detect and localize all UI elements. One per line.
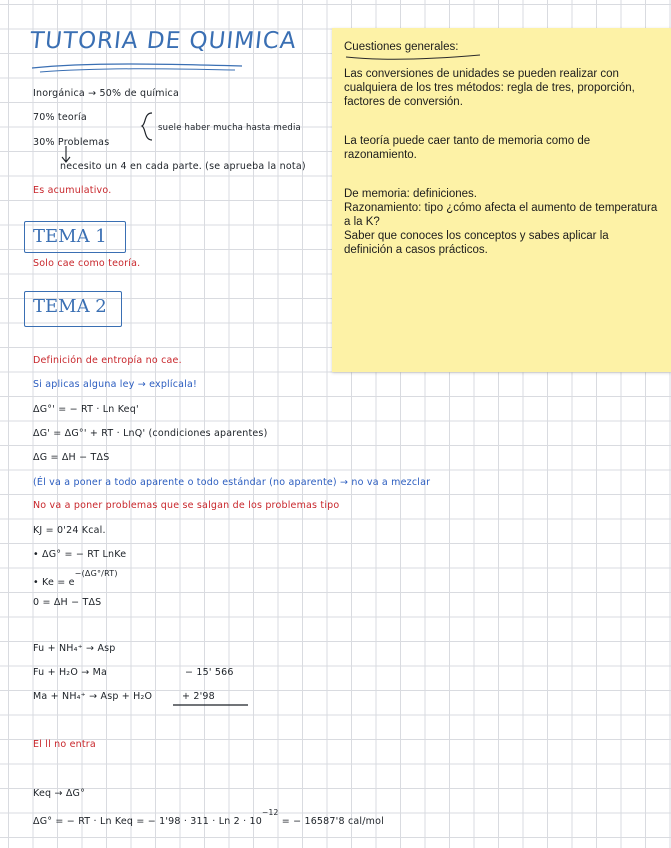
page-title: TUTORIA DE QUIMICA	[28, 28, 298, 54]
reaction-red-note: El ll no entra	[33, 739, 96, 750]
sticky-heading-underline	[344, 53, 484, 63]
equation-5: • ΔG° = − RT LnKe	[33, 549, 127, 560]
equation-6-exponent: −(ΔG°/RT)	[74, 569, 118, 578]
equation-8: Keq → ΔG°	[33, 788, 86, 799]
reaction-3-value: + 2'98	[182, 691, 215, 702]
intro-line-4: necesito un 4 en cada parte. (se aprueba la nota)	[60, 161, 306, 172]
tema-2-red-2: No va a poner problemas que se salgan de los problemas tipo	[33, 500, 340, 511]
brace-icon	[138, 112, 158, 142]
reaction-2-value: − 15' 566	[185, 667, 234, 678]
sticky-note[interactable]	[332, 28, 671, 372]
sum-line	[172, 703, 252, 707]
equation-9	[33, 808, 384, 828]
reaction-3: Ma + NH₄⁺ → Asp + H₂O	[33, 691, 153, 702]
reaction-2: Fu + H₂O → Ma	[33, 667, 108, 678]
tema-2-box: TEMA 2	[24, 291, 122, 327]
tema-2-red-1: Definición de entropía no cae.	[33, 355, 182, 366]
equation-1: ΔG°' = − RT · Ln Keq'	[33, 404, 139, 415]
tema-1-note: Solo cae como teoría.	[33, 258, 141, 269]
title-underline	[30, 60, 245, 74]
tema-2-blue-1: Si aplicas alguna ley → explícala!	[33, 379, 198, 390]
equation-6-base: • Ke = e	[33, 577, 75, 589]
equation-6	[33, 569, 118, 589]
sticky-paragraph-2: La teoría puede caer tanto de memoria como de razonamiento.	[344, 135, 591, 161]
intro-line-1: Inorgánica → 50% de química	[33, 88, 179, 99]
equation-9-result: = − 16587'8 cal/mol	[278, 816, 384, 828]
tema-2-blue-2: (Él va a poner a todo aparente o todo estándar (no aparente) → no va a mezclar	[33, 477, 431, 488]
equation-3: ΔG = ΔH − TΔS	[33, 452, 110, 463]
tema-1-box: TEMA 1	[24, 221, 126, 253]
equation-9-main: ΔG° = − RT · Ln Keq = − 1'98 · 311 · Ln 2 · 10	[33, 816, 263, 828]
equation-7: 0 = ΔH − TΔS	[33, 597, 102, 608]
sticky-paragraph-3: De memoria: definiciones. Razonamiento: tipo ¿cómo afecta el aumento de temperatura a la K? Saber que conoces los conceptos y sabes aplicar la definición a casos prácticos.	[344, 188, 658, 256]
sticky-heading: Cuestiones generales:	[344, 41, 459, 53]
intro-line-2: 70% teoría	[33, 112, 87, 123]
intro-red-note: Es acumulativo.	[33, 185, 112, 196]
brace-note: suele haber mucha hasta media	[158, 123, 301, 133]
sticky-paragraph-1: Las conversiones de unidades se pueden realizar con cualquiera de los tres métodos: regla de tres, proporción, factores de conversión.	[344, 68, 635, 108]
reaction-1: Fu + NH₄⁺ → Asp	[33, 643, 116, 654]
equation-9-exponent: −12	[262, 808, 279, 817]
intro-line-3: 30% Problemas	[33, 137, 110, 148]
equation-4: KJ = 0'24 Kcal.	[33, 525, 106, 536]
equation-2: ΔG' = ΔG°' + RT · LnQ' (condiciones aparentes)	[33, 428, 268, 439]
